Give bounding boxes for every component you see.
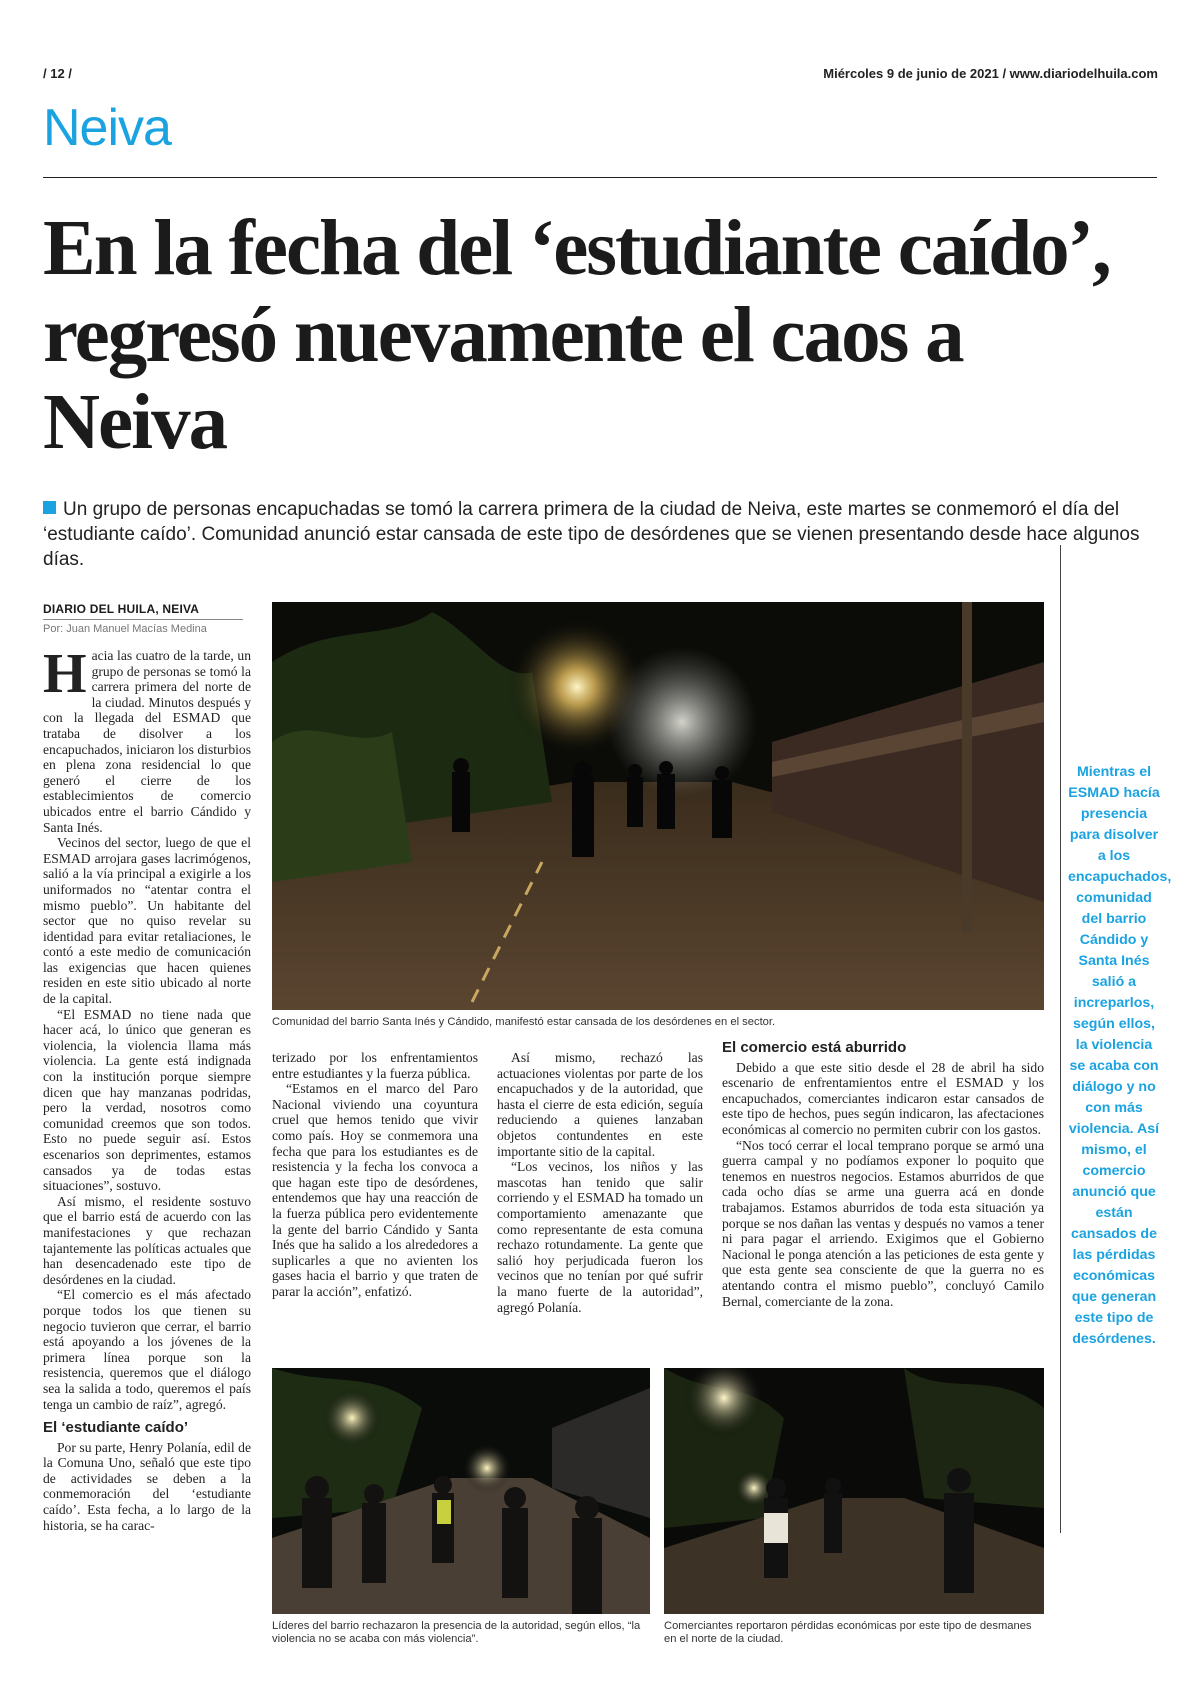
sidebar-divider: [1060, 545, 1061, 1533]
date-and-website: Miércoles 9 de junio de 2021 / www.diariodelhuila.com: [823, 66, 1158, 81]
section-title: Neiva: [43, 99, 171, 157]
paragraph: Vecinos del sector, luego de que el ESMAD arrojara gases lacrimógenos, salió a la vía principal a exigirle a los uniformados no “atentar contra el mismo pueblo”. Un habitante del sector que no quiso revelar su identidad para evitar retaliaciones, le contó a este medio de comunicación las exigencias que hacen quienes residen en este sitio ubicado al norte de la capital.: [43, 835, 251, 1007]
bullet-square-icon: [43, 501, 56, 514]
article-column-1: [43, 643, 251, 1533]
article-column-3: [497, 1050, 703, 1315]
paragraph: “El ESMAD no tiene nada que hacer acá, lo único que generan es violencia, la violencia llama más violencia. La gente está indignada con la institución porque siempre dicen que hay manzanas podridas, pero la verdad, nosotros como comunidad creemos que son todos. Esto no puede seguir así. Estos escenarios son deprimentes, estamos cansados ya de todas estas situaciones”, sostuvo.: [43, 1006, 251, 1194]
paragraph: “El comercio es el más afectado porque todos los que tienen su negocio tuvieron que cerrar, el barrio está apoyando a los jóvenes de la primera línea porque son la resistencia, queremos que el diálogo sea la salida a todo, queremos el país tenga un cambio de raíz”, agregó.: [43, 1287, 251, 1412]
paragraph: Por su parte, Henry Polanía, edil de la Comuna Uno, señaló que este tipo de actividades se deben a la conmemoración del ‘estudiante caído’. Esta fecha, a lo largo de la historia, se ha carac-: [43, 1439, 251, 1533]
lede-text: Un grupo de personas encapuchadas se tomó la carrera primera de la ciudad de Neiva, este martes se conmemoró el día del ‘estudiante caído’. Comunidad anunció estar cansada de este tipo de desórdenes que se vienen presentando desde hace algunos días.: [43, 499, 1140, 570]
main-photo-caption: Comunidad del barrio Santa Inés y Cándido, manifestó estar cansada de los desórdenes en el sector.: [272, 1016, 776, 1028]
drop-cap: H: [43, 643, 87, 705]
paragraph: “Los vecinos, los niños y las mascotas han tenido que salir corriendo y el ESMAD ha tomado un comportamiento amenazante que como representante de esta comuna rechazo rotundamente. La gente que salió hoy perjudicada fueron los vecinos que no tenían por qué sufrir la mano fuerte de la autoridad”, agregó Polanía.: [497, 1159, 703, 1315]
article-column-2: [272, 1050, 478, 1300]
paragraph: terizado por los enfrentamientos entre estudiantes y la fuerza pública.: [272, 1050, 478, 1081]
paragraph: “Nos tocó cerrar el local temprano porque se armó una guerra campal y no podíamos exponer lo poquito que tenemos en nuestros negocios. Estamos aburridos de que cada ocho días se arme una guerra acá en donde trabajamos. Estamos aburridos de toda esta situación ya porque se nos dañan las ventas y después no vamos a tener ni para pagar el arriendo. Exigimos que el Gobierno Nacional le ponga atención a las peticiones de esta gente y que esta gente sea consciente de que la guerra no es atentando contra el mismo pueblo”, concluyó Camilo Bernal, comerciante de la zona.: [722, 1137, 1044, 1309]
photo-neighbors: [272, 1368, 650, 1614]
paragraph: Así mismo, el residente sostuvo que el barrio está de acuerdo con las manifestaciones y que rechazan tajantemente las políticas actuales que han desencadenado este tipo de desórdenes en la ciudad.: [43, 1193, 251, 1287]
photo-merchants-caption: Comerciantes reportaron pérdidas económicas por este tipo de desmanes en el norte de la ciudad.: [664, 1620, 1032, 1645]
article-column-4: [722, 1040, 1044, 1309]
header-divider: [43, 177, 1157, 178]
byline-outlet: DIARIO DEL HUILA, NEIVA: [43, 602, 200, 616]
pull-quote: Mientras el ESMAD hacía presencia para disolver a los encapuchados, comunidad del barrio Cándido y Santa Inés salió a increparlos, según ellos, la violencia se acaba con diálogo y no con más violencia. Así mismo, el comercio anunció que están cansados de las pérdidas económicas que generan este tipo de desórdenes.: [1068, 764, 1172, 1347]
paragraph: Así mismo, rechazó las actuaciones violentas por parte de los encapuchados y de la autoridad, que hasta el cierre de esta edición, seguía reduciendo a quienes lanzaban objetos contundentes en este importante sitio de la capital.: [497, 1050, 703, 1159]
paragraph: “Estamos en el marco del Paro Nacional viviendo una coyuntura cruel que hemos tenido que vivir como país. Hoy se conmemora una fecha que para los estudiantes es de resistencia y la fecha los convoca a que hagan este tipo de desórdenes, entendemos que hay una reacción de la fuerza pública pero evidentemente la gente del barrio Cándido y Santa Inés que ha salido a los alrededores a suplicarles a que no avienten los gases hacia el barrio y que traten de parar la acción”, enfatizó.: [272, 1081, 478, 1299]
subheading-comercio-aburrido: El comercio está aburrido: [722, 1039, 907, 1056]
paragraph: acia las cuatro de la tarde, un grupo de personas se tomó la carrera primera del norte de la ciudad. Minutos después y con la llegada del ESMAD que trataba de disolver a los encapuchados, iniciaron los disturbios en plena zona residencial lo que generó el cierre de los establecimientos de comercio ubicados entre el barrio Cándido y Santa Inés.: [43, 648, 251, 835]
photo-neighbors-caption: Líderes del barrio rechazaron la presencia de la autoridad, según ellos, “la violencia no se acaba con más violencia”.: [272, 1620, 641, 1645]
main-photo: [272, 602, 1044, 1010]
lede: [43, 497, 1153, 572]
subheading-estudiante-caido: El ‘estudiante caído’: [43, 1419, 189, 1437]
paragraph: Debido a que este sitio desde el 28 de abril ha sido escenario de enfrentamientos entre el ESMAD y los encapuchados, comerciantes indicaron estar cansados de este tipo de hechos, pues según indicaron, las afectaciones económicas al comercio no permiten cubrir con los gastos.: [722, 1059, 1044, 1137]
headline: En la fecha del ‘estudiante caído’, regresó nuevamente el caos a Neiva: [43, 205, 1110, 466]
byline-author: Por: Juan Manuel Macías Medina: [43, 623, 207, 635]
photo-merchants: [664, 1368, 1044, 1614]
page-number: / 12 /: [43, 66, 72, 81]
byline-divider: [43, 619, 243, 620]
